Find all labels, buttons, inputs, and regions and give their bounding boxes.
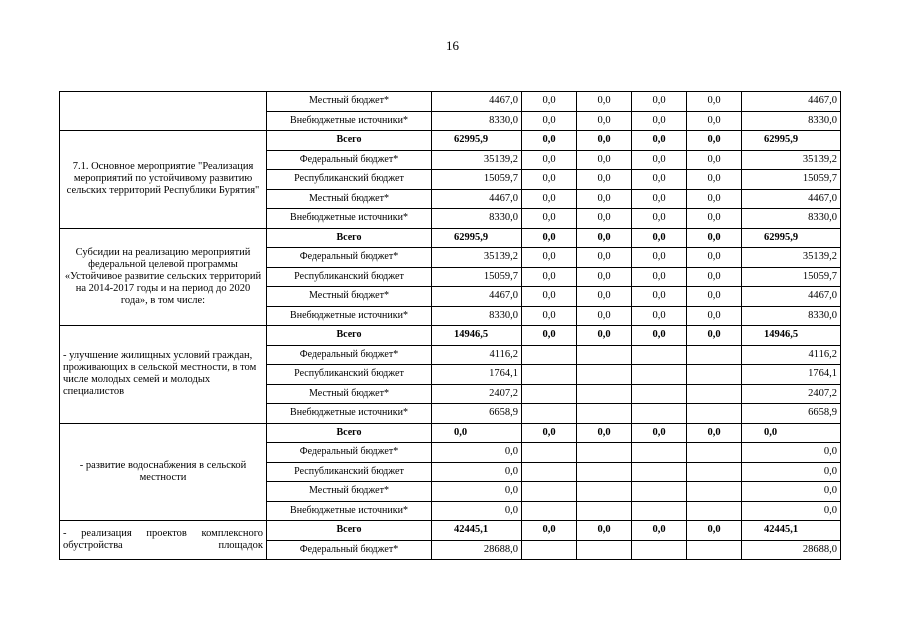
measure-description: - улучшение жилищных условий граждан, проживающих в сельской местности, в том числе молодых семей и молодых специалистов (60, 326, 267, 424)
value-cell: 0,0 (687, 228, 742, 248)
value-cell-total: 28688,0 (432, 540, 522, 560)
value-cell (522, 384, 577, 404)
value-cell (577, 345, 632, 365)
value-cell (632, 501, 687, 521)
value-cell (577, 365, 632, 385)
value-cell: 0,0 (577, 287, 632, 307)
value-cell: 0,0 (577, 248, 632, 268)
value-cell: 0,0 (522, 209, 577, 229)
value-cell-year: 8330,0 (742, 306, 841, 326)
value-cell: 0,0 (522, 423, 577, 443)
table-row (60, 92, 841, 112)
value-cell: 0,0 (632, 150, 687, 170)
funding-source: Внебюджетные источники* (267, 501, 432, 521)
funding-source: Всего (267, 423, 432, 443)
table-row (60, 521, 841, 541)
value-cell (577, 443, 632, 463)
value-cell-year: 42445,1 (742, 521, 841, 541)
value-cell-total: 0,0 (432, 482, 522, 502)
value-cell: 0,0 (522, 92, 577, 112)
value-cell-total: 35139,2 (432, 248, 522, 268)
value-cell-year: 4467,0 (742, 189, 841, 209)
value-cell-total: 4467,0 (432, 189, 522, 209)
value-cell-year: 8330,0 (742, 111, 841, 131)
measure-description: - развитие водоснабжения в сельской местности (60, 423, 267, 521)
value-cell: 0,0 (687, 170, 742, 190)
value-cell: 0,0 (577, 326, 632, 346)
value-cell: 0,0 (687, 189, 742, 209)
value-cell: 0,0 (577, 131, 632, 151)
funding-source: Федеральный бюджет* (267, 540, 432, 560)
value-cell (687, 482, 742, 502)
funding-source: Внебюджетные источники* (267, 111, 432, 131)
value-cell: 0,0 (522, 521, 577, 541)
funding-source: Федеральный бюджет* (267, 345, 432, 365)
value-cell (687, 345, 742, 365)
value-cell-year: 35139,2 (742, 248, 841, 268)
value-cell (522, 462, 577, 482)
value-cell: 0,0 (632, 423, 687, 443)
value-cell: 0,0 (687, 92, 742, 112)
value-cell (687, 501, 742, 521)
value-cell-year: 15059,7 (742, 267, 841, 287)
value-cell-year: 0,0 (742, 501, 841, 521)
value-cell: 0,0 (522, 111, 577, 131)
value-cell (632, 443, 687, 463)
value-cell (522, 365, 577, 385)
funding-source: Местный бюджет* (267, 92, 432, 112)
value-cell: 0,0 (522, 306, 577, 326)
value-cell (687, 443, 742, 463)
value-cell (632, 365, 687, 385)
value-cell (522, 540, 577, 560)
value-cell (522, 501, 577, 521)
value-cell-year: 4467,0 (742, 287, 841, 307)
value-cell-year: 4116,2 (742, 345, 841, 365)
value-cell: 0,0 (577, 209, 632, 229)
value-cell-year: 0,0 (742, 482, 841, 502)
value-cell (577, 404, 632, 424)
funding-source: Республиканский бюджет (267, 170, 432, 190)
value-cell-total: 15059,7 (432, 267, 522, 287)
value-cell-total: 15059,7 (432, 170, 522, 190)
value-cell-year: 28688,0 (742, 540, 841, 560)
value-cell: 0,0 (522, 248, 577, 268)
value-cell (577, 540, 632, 560)
table-row (60, 326, 841, 346)
value-cell: 0,0 (577, 111, 632, 131)
funding-source: Федеральный бюджет* (267, 248, 432, 268)
table-row (60, 228, 841, 248)
value-cell (522, 443, 577, 463)
value-cell: 0,0 (687, 306, 742, 326)
value-cell: 0,0 (577, 423, 632, 443)
value-cell (632, 345, 687, 365)
value-cell-year: 6658,9 (742, 404, 841, 424)
value-cell: 0,0 (577, 150, 632, 170)
value-cell-year: 14946,5 (742, 326, 841, 346)
value-cell-total: 4467,0 (432, 92, 522, 112)
value-cell: 0,0 (522, 326, 577, 346)
funding-source: Республиканский бюджет (267, 365, 432, 385)
value-cell (632, 404, 687, 424)
value-cell (522, 482, 577, 502)
value-cell (632, 462, 687, 482)
funding-source: Всего (267, 521, 432, 541)
value-cell-year: 35139,2 (742, 150, 841, 170)
value-cell: 0,0 (687, 111, 742, 131)
value-cell: 0,0 (632, 131, 687, 151)
value-cell: 0,0 (632, 267, 687, 287)
value-cell-year: 2407,2 (742, 384, 841, 404)
value-cell (522, 404, 577, 424)
budget-table-body (60, 92, 841, 560)
funding-source: Местный бюджет* (267, 482, 432, 502)
value-cell: 0,0 (522, 228, 577, 248)
value-cell: 0,0 (632, 306, 687, 326)
value-cell (687, 462, 742, 482)
funding-source: Местный бюджет* (267, 189, 432, 209)
value-cell-year: 0,0 (742, 443, 841, 463)
funding-source: Местный бюджет* (267, 287, 432, 307)
value-cell-total: 42445,1 (432, 521, 522, 541)
measure-description: 7.1. Основное мероприятие "Реализация мероприятий по устойчивому развитию сельских территорий Республики Бурятия" (60, 131, 267, 229)
value-cell-total: 0,0 (432, 462, 522, 482)
value-cell: 0,0 (687, 267, 742, 287)
value-cell-total: 8330,0 (432, 111, 522, 131)
value-cell-year: 15059,7 (742, 170, 841, 190)
value-cell (522, 345, 577, 365)
value-cell: 0,0 (687, 131, 742, 151)
value-cell: 0,0 (687, 521, 742, 541)
value-cell: 0,0 (577, 170, 632, 190)
funding-source: Местный бюджет* (267, 384, 432, 404)
funding-source: Всего (267, 228, 432, 248)
value-cell: 0,0 (687, 287, 742, 307)
value-cell-year: 62995,9 (742, 228, 841, 248)
value-cell: 0,0 (577, 228, 632, 248)
value-cell (632, 384, 687, 404)
value-cell: 0,0 (522, 170, 577, 190)
value-cell-total: 14946,5 (432, 326, 522, 346)
value-cell: 0,0 (687, 423, 742, 443)
value-cell-total: 35139,2 (432, 150, 522, 170)
measure-description: Субсидии на реализацию мероприятий федеральной целевой программы «Устойчивое развитие сельских территорий на 2014-2017 годы и на период до 2020 года», в том числе: (60, 228, 267, 326)
value-cell-year: 62995,9 (742, 131, 841, 151)
value-cell-year: 8330,0 (742, 209, 841, 229)
value-cell-total: 8330,0 (432, 306, 522, 326)
value-cell: 0,0 (687, 209, 742, 229)
value-cell: 0,0 (632, 228, 687, 248)
value-cell: 0,0 (687, 326, 742, 346)
value-cell: 0,0 (522, 150, 577, 170)
value-cell: 0,0 (522, 267, 577, 287)
measure-description (60, 92, 267, 131)
value-cell: 0,0 (632, 287, 687, 307)
table-row (60, 131, 841, 151)
funding-source: Всего (267, 326, 432, 346)
value-cell-total: 0,0 (432, 423, 522, 443)
value-cell: 0,0 (577, 189, 632, 209)
value-cell: 0,0 (577, 267, 632, 287)
value-cell: 0,0 (522, 287, 577, 307)
value-cell: 0,0 (632, 521, 687, 541)
value-cell (577, 501, 632, 521)
value-cell: 0,0 (632, 326, 687, 346)
value-cell-year: 0,0 (742, 423, 841, 443)
value-cell: 0,0 (522, 131, 577, 151)
table-row (60, 423, 841, 443)
value-cell: 0,0 (577, 92, 632, 112)
value-cell-total: 8330,0 (432, 209, 522, 229)
funding-source: Внебюджетные источники* (267, 306, 432, 326)
value-cell (687, 384, 742, 404)
value-cell: 0,0 (632, 92, 687, 112)
value-cell: 0,0 (577, 306, 632, 326)
value-cell: 0,0 (687, 150, 742, 170)
value-cell-total: 4467,0 (432, 287, 522, 307)
funding-source: Республиканский бюджет (267, 462, 432, 482)
measure-description: - реализация проектов комплексного обустройства площадок (60, 521, 267, 560)
value-cell-year: 4467,0 (742, 92, 841, 112)
funding-source: Всего (267, 131, 432, 151)
value-cell: 0,0 (632, 248, 687, 268)
value-cell (632, 540, 687, 560)
value-cell-total: 2407,2 (432, 384, 522, 404)
value-cell-total: 6658,9 (432, 404, 522, 424)
value-cell-total: 62995,9 (432, 228, 522, 248)
value-cell (577, 482, 632, 502)
funding-source: Федеральный бюджет* (267, 443, 432, 463)
value-cell (577, 462, 632, 482)
value-cell: 0,0 (632, 111, 687, 131)
value-cell (687, 365, 742, 385)
funding-source: Республиканский бюджет (267, 267, 432, 287)
value-cell (632, 482, 687, 502)
page-number: 16 (446, 38, 459, 53)
value-cell: 0,0 (632, 209, 687, 229)
value-cell (577, 384, 632, 404)
value-cell: 0,0 (632, 170, 687, 190)
value-cell-year: 0,0 (742, 462, 841, 482)
value-cell (687, 404, 742, 424)
value-cell: 0,0 (522, 189, 577, 209)
funding-source: Внебюджетные источники* (267, 209, 432, 229)
value-cell-total: 1764,1 (432, 365, 522, 385)
value-cell-total: 4116,2 (432, 345, 522, 365)
value-cell-total: 0,0 (432, 443, 522, 463)
budget-table (59, 91, 841, 560)
funding-source: Федеральный бюджет* (267, 150, 432, 170)
funding-source: Внебюджетные источники* (267, 404, 432, 424)
value-cell: 0,0 (577, 521, 632, 541)
value-cell-total: 0,0 (432, 501, 522, 521)
value-cell-year: 1764,1 (742, 365, 841, 385)
value-cell-total: 62995,9 (432, 131, 522, 151)
value-cell: 0,0 (632, 189, 687, 209)
value-cell (687, 540, 742, 560)
value-cell: 0,0 (687, 248, 742, 268)
